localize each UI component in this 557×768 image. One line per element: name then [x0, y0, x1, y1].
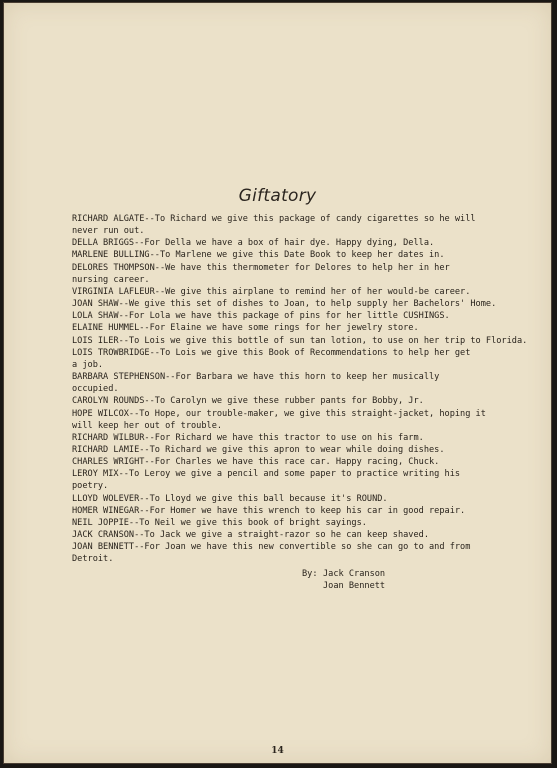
gift-entry — [72, 505, 532, 517]
signature-name: Joan Bennett — [323, 581, 386, 591]
gift-entry-line: MARLENE BULLING--To Marlene we give this Date Book to keep her dates in. — [72, 250, 445, 261]
gift-entry — [72, 468, 532, 492]
gift-entry-line: LOIS TROWBRIDGE--To Lois we give this Book of Recommendations to help her get — [72, 347, 471, 358]
gift-entry-line: never run out. — [72, 226, 145, 237]
gift-entry — [72, 517, 532, 529]
gift-entry-line: Detroit. — [72, 554, 114, 565]
gift-entry — [72, 249, 532, 261]
signature-line-1 — [302, 568, 385, 580]
gift-entry-line: poetry. — [72, 481, 109, 492]
gift-entry — [72, 286, 532, 298]
gift-entry — [72, 335, 532, 347]
gift-entry-line: LLOYD WOLEVER--To Lloyd we give this ball because it's ROUND. — [72, 493, 388, 504]
signature-prefix: By: — [302, 569, 318, 579]
gift-entry-line: occupied. — [72, 384, 119, 395]
gift-entry-line: RICHARD WILBUR--For Richard we have this tractor to use on his farm. — [72, 432, 424, 443]
gift-entry-line: LOIS ILER--To Lois we give this bottle of sun tan lotion, to use on her trip to Florida. — [72, 335, 528, 346]
gift-entry-line: VIRGINIA LAFLEUR--We give this airplane to remind her of her would-be career. — [72, 286, 471, 297]
gift-entry — [72, 493, 532, 505]
gift-entry — [72, 541, 532, 565]
gift-entry-line: JACK CRANSON--To Jack we give a straight-razor so he can keep shaved. — [72, 530, 429, 541]
gift-entry-line: JOAN BENNETT--For Joan we have this new convertible so she can go to and from — [72, 542, 471, 553]
signature-name: Jack Cranson — [323, 569, 386, 579]
gift-entry — [72, 456, 532, 468]
gift-entry — [72, 529, 532, 541]
gift-entry-line: JOAN SHAW--We give this set of dishes to Joan, to help supply her Bachelors' Home. — [72, 299, 497, 310]
gift-entry-line: DELLA BRIGGS--For Della we have a box of hair dye. Happy dying, Della. — [72, 238, 435, 249]
page-number: 14 — [271, 746, 284, 756]
page-title: Giftatory — [238, 186, 317, 206]
gift-entry-line: ELAINE HUMMEL--For Elaine we have some rings for her jewelry store. — [72, 323, 419, 334]
gift-entry — [72, 213, 532, 237]
gift-entry-line: nursing career. — [72, 274, 150, 285]
gift-entry-line: RICHARD LAMIE--To Richard we give this apron to wear while doing dishes. — [72, 444, 445, 455]
gift-entry-line: CHARLES WRIGHT--For Charles we have this race car. Happy racing, Chuck. — [72, 457, 440, 468]
gift-entry — [72, 322, 532, 334]
gift-entry — [72, 237, 532, 249]
gift-entry-line: HOPE WILCOX--To Hope, our trouble-maker, we give this straight-jacket, hoping it — [72, 408, 486, 419]
gift-entry — [72, 262, 532, 286]
signature-block — [302, 568, 385, 592]
gift-entry-line: HOMER WINEGAR--For Homer we have this wrench to keep his car in good repair. — [72, 505, 466, 516]
gift-entry-line: will keep her out of trouble. — [72, 420, 223, 431]
gift-entry-line: RICHARD ALGATE--To Richard we give this package of candy cigarettes so he will — [72, 214, 476, 224]
gift-entry — [72, 395, 532, 407]
gift-list — [72, 213, 532, 566]
signature-line-2 — [302, 580, 385, 592]
gift-entry — [72, 432, 532, 444]
gift-entry — [72, 371, 532, 395]
gift-entry — [72, 408, 532, 432]
yearbook-page — [3, 2, 552, 764]
gift-entry-line: a job. — [72, 359, 104, 370]
gift-entry-line: LEROY MIX--To Leroy we give a pencil and some paper to practice writing his — [72, 469, 461, 480]
gift-entry — [72, 347, 532, 371]
gift-entry-line: LOLA SHAW--For Lola we have this package of pins for her little CUSHINGS. — [72, 311, 450, 322]
gift-entry — [72, 298, 532, 310]
gift-entry — [72, 444, 532, 456]
gift-entry-line: BARBARA STEPHENSON--For Barbara we have this horn to keep her musically — [72, 372, 440, 383]
gift-entry-line: DELORES THOMPSON--We have this thermometer for Delores to help her in her — [72, 262, 450, 273]
gift-entry — [72, 310, 532, 322]
gift-entry-line: NEIL JOPPIE--To Neil we give this book of bright sayings. — [72, 517, 367, 528]
gift-entry-line: CAROLYN ROUNDS--To Carolyn we give these rubber pants for Bobby, Jr. — [72, 396, 424, 407]
